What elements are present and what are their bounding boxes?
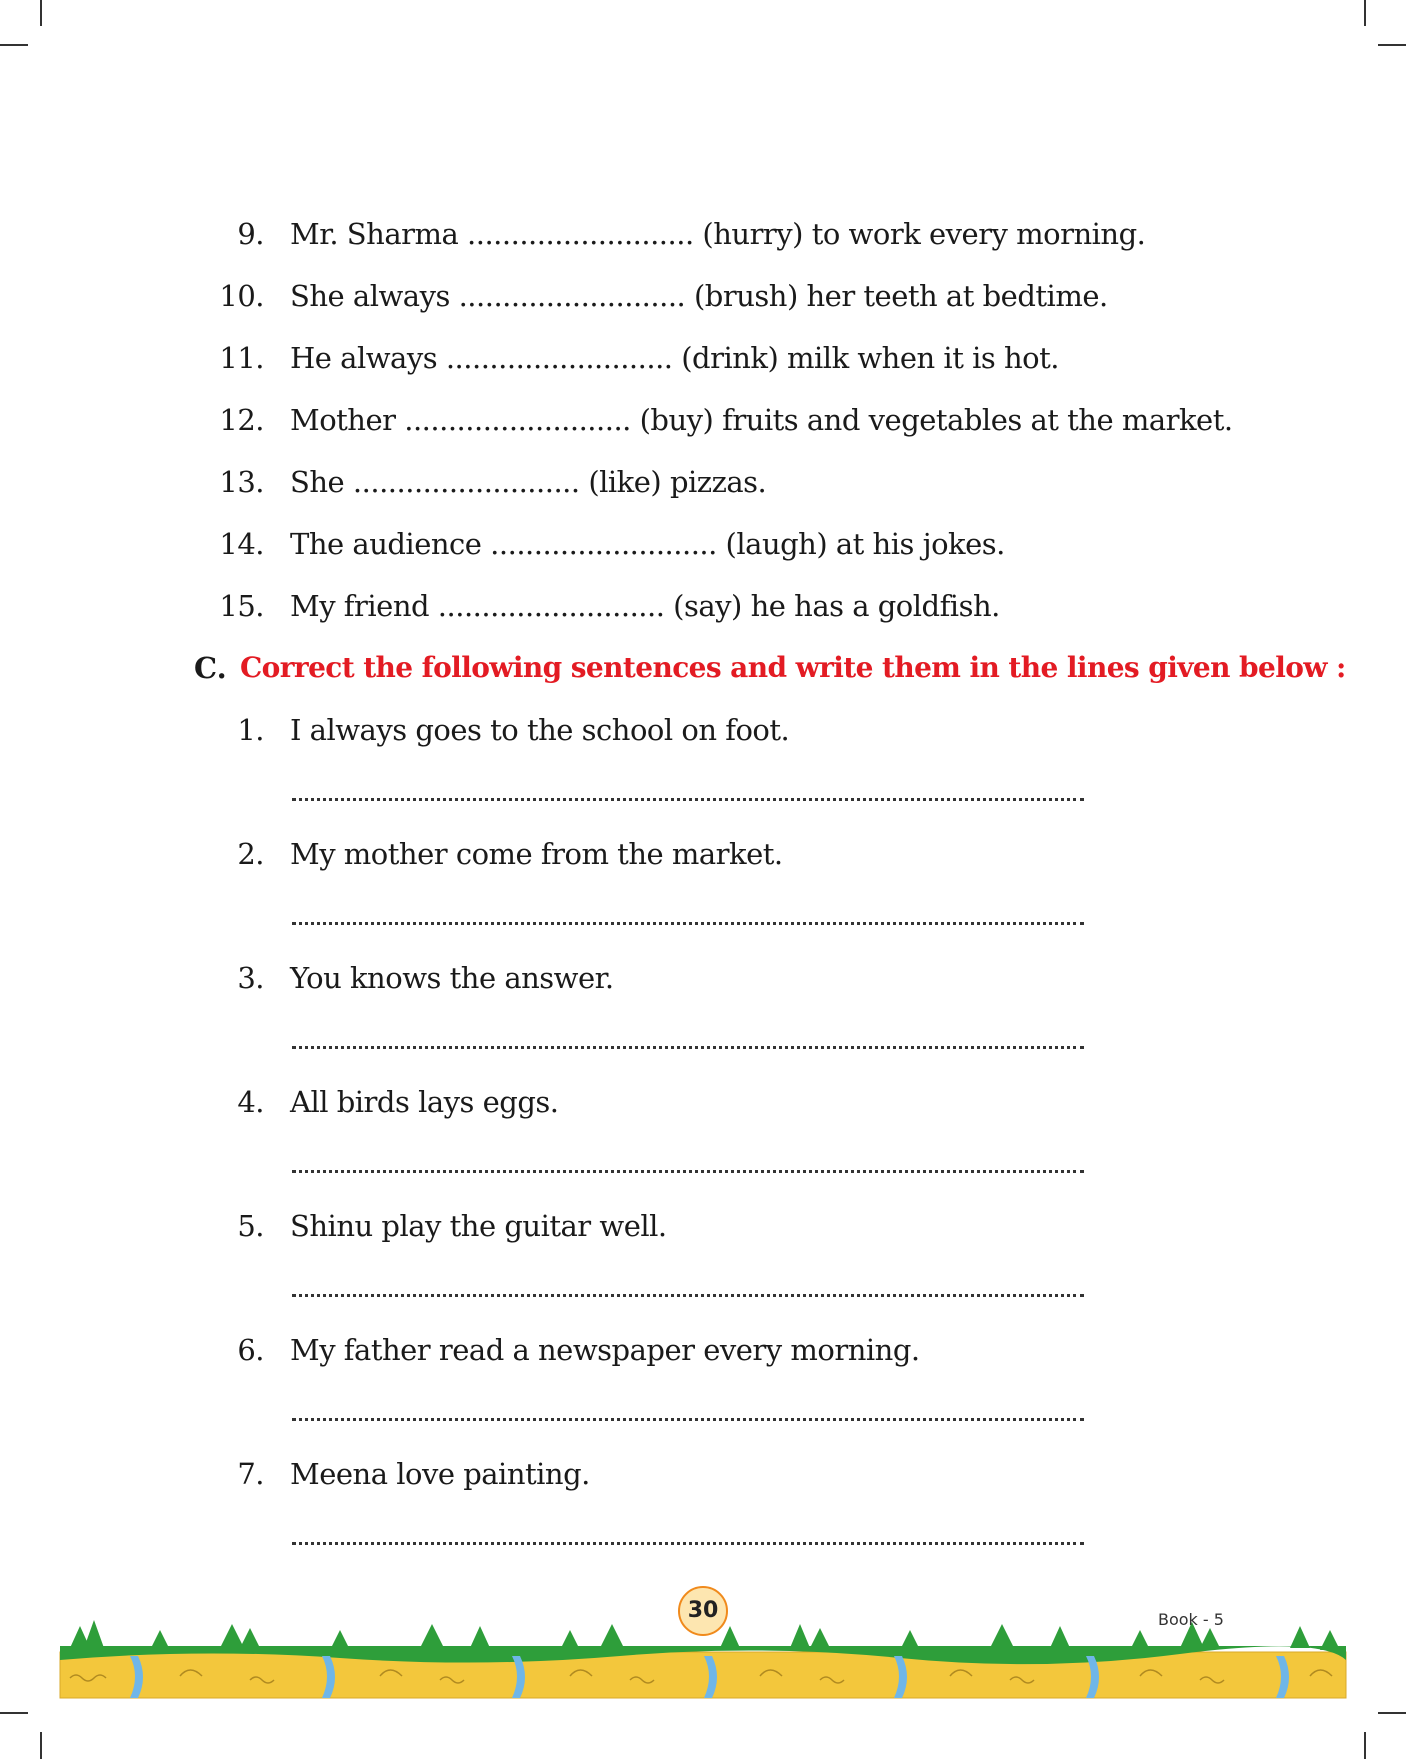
item-text: Shinu play the guitar well. bbox=[290, 1209, 667, 1243]
crop-mark bbox=[1364, 1732, 1366, 1759]
crop-mark bbox=[1364, 0, 1366, 26]
item-number: 11. bbox=[219, 341, 264, 375]
page-number-badge: 30 bbox=[678, 1586, 728, 1636]
answer-line[interactable] bbox=[292, 1418, 1084, 1421]
list-item bbox=[0, 586, 1406, 626]
answer-line[interactable] bbox=[292, 922, 1084, 925]
item-text: The audience .......................... (laugh) at his jokes. bbox=[290, 527, 1005, 561]
item-text: My friend .......................... (say) he has a goldfish. bbox=[290, 589, 1000, 623]
list-item bbox=[0, 1330, 1406, 1370]
section-instruction: Correct the following sentences and write them in the lines given below : bbox=[240, 651, 1346, 684]
item-text: Meena love painting. bbox=[290, 1457, 590, 1491]
item-number: 3. bbox=[237, 961, 264, 995]
item-text: Mother .......................... (buy) fruits and vegetables at the market. bbox=[290, 403, 1233, 437]
crop-mark bbox=[0, 44, 28, 46]
item-number: 13. bbox=[219, 465, 264, 499]
answer-line[interactable] bbox=[292, 1046, 1084, 1049]
item-text: You knows the answer. bbox=[290, 961, 614, 995]
item-text: Mr. Sharma .......................... (hurry) to work every morning. bbox=[290, 217, 1146, 251]
item-text: All birds lays eggs. bbox=[290, 1085, 559, 1119]
section-letter: C. bbox=[194, 651, 227, 685]
item-text: He always .......................... (drink) milk when it is hot. bbox=[290, 341, 1059, 375]
list-item bbox=[0, 1082, 1406, 1122]
list-item bbox=[0, 834, 1406, 874]
item-number: 10. bbox=[219, 279, 264, 313]
list-item bbox=[0, 1206, 1406, 1246]
item-text: My father read a newspaper every morning. bbox=[290, 1333, 920, 1367]
list-item bbox=[0, 338, 1406, 378]
item-number: 4. bbox=[237, 1085, 264, 1119]
answer-line[interactable] bbox=[292, 1170, 1084, 1173]
item-number: 9. bbox=[237, 217, 264, 251]
crop-mark bbox=[40, 0, 42, 26]
item-number: 6. bbox=[237, 1333, 264, 1367]
list-item bbox=[0, 1454, 1406, 1494]
list-item bbox=[0, 462, 1406, 502]
crop-mark bbox=[40, 1732, 42, 1759]
list-item bbox=[0, 710, 1406, 750]
list-item bbox=[0, 524, 1406, 564]
list-item bbox=[0, 958, 1406, 998]
crop-mark bbox=[1378, 44, 1406, 46]
item-number: 1. bbox=[237, 713, 264, 747]
list-item bbox=[0, 214, 1406, 254]
book-label: Book - 5 bbox=[1158, 1610, 1224, 1629]
item-text: I always goes to the school on foot. bbox=[290, 713, 790, 747]
item-number: 15. bbox=[219, 589, 264, 623]
answer-line[interactable] bbox=[292, 798, 1084, 801]
item-number: 5. bbox=[237, 1209, 264, 1243]
item-number: 14. bbox=[219, 527, 264, 561]
item-text: She .......................... (like) pizzas. bbox=[290, 465, 767, 499]
item-text: My mother come from the market. bbox=[290, 837, 783, 871]
answer-line[interactable] bbox=[292, 1542, 1084, 1545]
item-number: 12. bbox=[219, 403, 264, 437]
list-item bbox=[0, 400, 1406, 440]
item-text: She always .......................... (brush) her teeth at bedtime. bbox=[290, 279, 1108, 313]
item-number: 2. bbox=[237, 837, 264, 871]
item-number: 7. bbox=[237, 1457, 264, 1491]
list-item bbox=[0, 276, 1406, 316]
answer-line[interactable] bbox=[292, 1294, 1084, 1297]
